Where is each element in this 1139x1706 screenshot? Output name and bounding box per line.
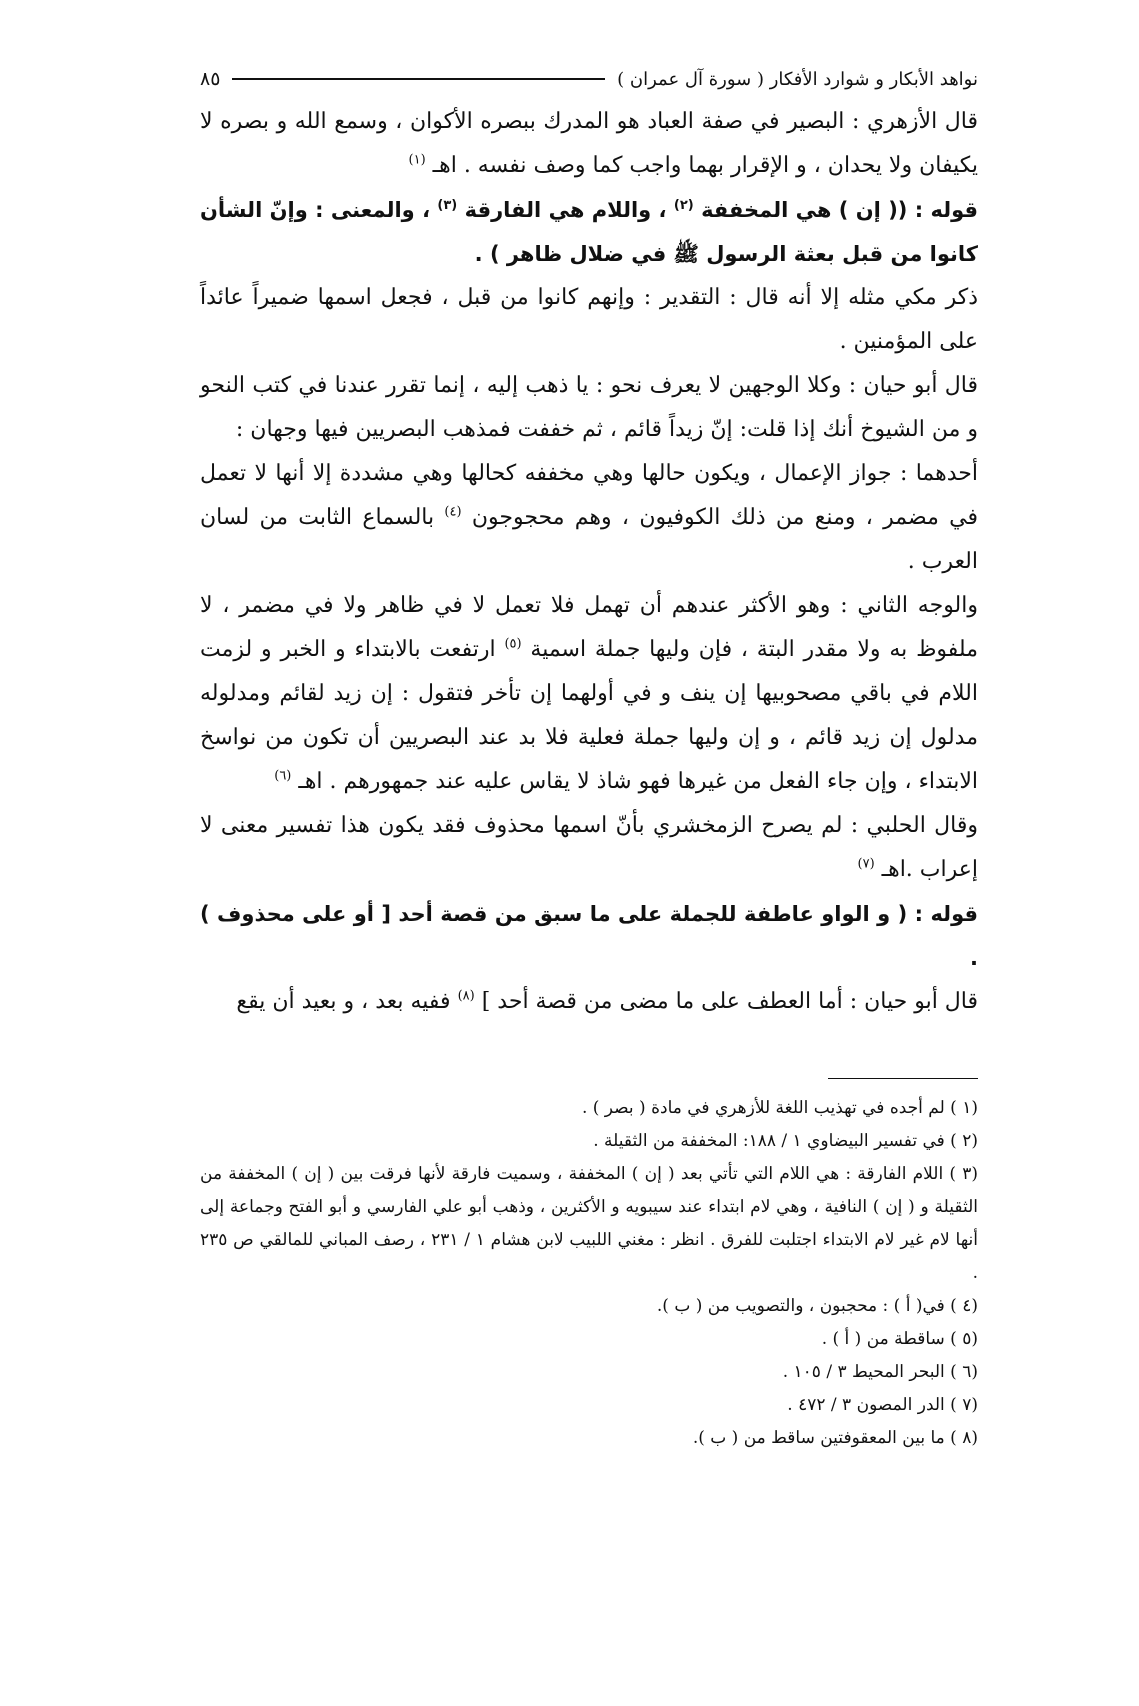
footnote-ref: (٣) — [437, 198, 458, 213]
footnote-ref: (٤) — [444, 504, 462, 520]
footnote: (٣ ) اللام الفارقة : هي اللام التي تأتي بعد ( إن ) المخففة ، وسميت فارقة لأنها فرقت بين ( إن ) المخففة من الثقيلة و ( إن ) النافية ، وهي لام ابتداء عند سيبويه و الأكثرين ، وذهب أبو علي الفارسي و أبو الفتح وجماعة إلى أنها لام غير لام الابتداء اجتلبت للفرق . انظر : مغني اللبيب لابن هشام ١ / ٢٣١ ، رصف المباني للمالقي ص ٢٣٥ . — [200, 1164, 978, 1283]
paragraph: ذكر مكي مثله إلا أنه قال : التقدير : وإنهم كانوا من قبل ، فجعل اسمها ضميراً عائداً على المؤمنين . — [200, 285, 978, 354]
footnote: (١ ) لم أجده في تهذيب اللغة للأزهري في مادة ( بصر ) . — [581, 1098, 978, 1118]
main-text — [200, 100, 978, 1024]
footnotes — [200, 1092, 978, 1455]
quoted-text-paragraph: قوله : ( و الواو عاطفة للجملة على ما سبق من قصة أحد [ أو على محذوف ) . — [200, 902, 978, 970]
running-title: نواهد الأبكار و شوارد الأفكار ( سورة آل عمران ) — [617, 68, 978, 90]
footnote: (٧ ) الدر المصون ٣ / ٤٧٢ . — [787, 1395, 978, 1415]
header-rule — [232, 78, 605, 80]
footnote-ref: (٨) — [457, 988, 475, 1004]
paragraph: وقال الحلبي : لم يصرح الزمخشري بأنّ اسمها محذوف فقد يكون هذا تفسير معنى لا إعراب .اهـ $^{(٧)}$ — [200, 813, 978, 882]
footnote-ref: (٥) — [504, 636, 522, 652]
footnote: (٦ ) البحر المحيط ٣ / ١٠٥ . — [782, 1362, 978, 1382]
footnote-ref: (٧) — [857, 856, 875, 872]
footnote-ref: (٦) — [274, 768, 292, 784]
paragraph: أحدهما : جواز الإعمال ، ويكون حالها وهي مخففه كحالها وهي مشددة إلا أنها لا تعمل في مضمر ، ومنع من ذلك الكوفيون ، وهم محجوجون $^{(٤)}$ بالسماع الثابت من لسان العرب . — [200, 461, 979, 574]
paragraph: قال أبو حيان : أما العطف على ما مضى من قصة أحد ] $^{(٨)}$ ففيه بعد ، و بعيد أن يقع — [236, 988, 978, 1014]
paragraph: والوجه الثاني : وهو الأكثر عندهم أن تهمل فلا تعمل لا في ظاهر ولا في مضمر ، لا ملفوظ به ولا مقدر البتة ، فإن وليها جملة اسمية $^{(٥)}$ ارتفعت بالابتداء و الخبر و لزمت اللام في باقي مصحوبيها إن ينف و في أولهما إن تأخر فتقول : إن زيد لقائم ومدلوله مدلول إن زيد قائم ، و إن وليها جملة فعلية فلا بد عند البصريين أن تكون من نواسخ الابتداء ، وإن جاء الفعل من غيرها فهو شاذ لا يقاس عليه عند جمهورهم . اهـ $^{(٦)}$ — [200, 593, 978, 794]
paragraph: قال الأزهري : البصير في صفة العباد هو المدرك ببصره الأكوان ، وسمع الله و بصره لا يكيفان ولا يحدان ، و الإقرار بهما واجب كما وصف نفسه . اهـ $^{(١)}$ — [200, 109, 978, 178]
running-header — [200, 62, 978, 96]
quoted-text-paragraph: قوله : (( إن ) هي المخففة $^{(٢)}$ ، واللام هي الفارقة $^{(٣)}$ ، والمعنى : وإنّ الشأن كانوا من قبل بعثة الرسول ﷺ في ضلال ظاهر ) . — [200, 198, 979, 266]
footnote: (٤ ) في( أ ) : محجبون ، والتصويب من ( ب ). — [656, 1296, 978, 1316]
footnote: (٥ ) ساقطة من ( أ ) . — [821, 1329, 978, 1349]
paragraph: قال أبو حيان : وكلا الوجهين لا يعرف نحو : يا ذهب إليه ، إنما تقرر عندنا في كتب النحو و من الشيوخ أنك إذا قلت: إنّ زيداً قائم ، ثم خففت فمذهب البصريين فيها وجهان : — [200, 373, 978, 442]
footnote-ref: (١) — [408, 152, 426, 168]
footnote-ref: (٢) — [673, 198, 694, 213]
footnote: (٢ ) في تفسير البيضاوي ١ / ١٨٨: المخففة من الثقيلة . — [593, 1131, 978, 1151]
page-number: ٨٥ — [200, 68, 221, 90]
footnote: (٨ ) ما بين المعقوفتين ساقط من ( ب ). — [692, 1428, 978, 1448]
footnote-separator — [828, 1078, 978, 1079]
